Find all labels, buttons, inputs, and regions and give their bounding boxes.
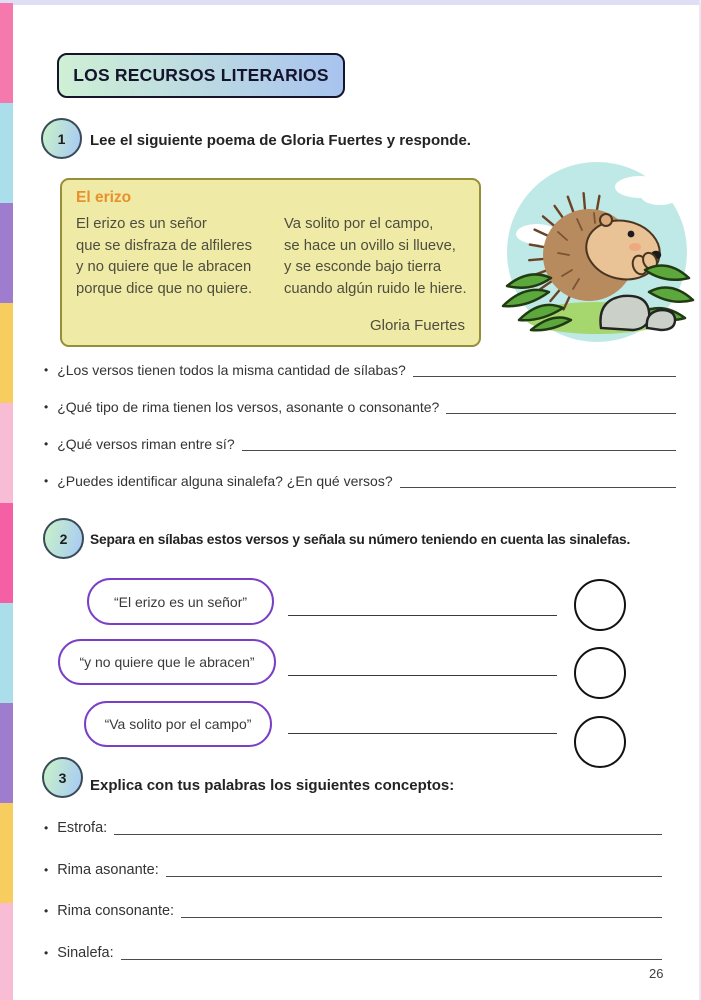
verse-pill	[58, 639, 276, 685]
syllable-answer-line	[288, 615, 557, 616]
hedgehog-illustration	[497, 160, 699, 354]
stripe-segment	[0, 403, 13, 503]
poem-attribution: Gloria Fuertes	[369, 317, 465, 334]
poem-line: El erizo es un señor	[76, 216, 207, 232]
page-number: 26	[649, 966, 664, 981]
bullet: •	[44, 474, 49, 488]
poem-stanza-2	[284, 214, 467, 300]
syllable-answer-line	[288, 733, 557, 734]
verse-text: “y no quiere que le abracen”	[79, 654, 255, 670]
left-stripe-column	[0, 3, 13, 1000]
concept-row	[44, 860, 662, 880]
poem-line: cuando algún ruido le hiere.	[284, 280, 467, 297]
stripe-segment	[0, 303, 13, 403]
answer-line	[166, 876, 662, 877]
stripe-segment	[0, 803, 13, 903]
exercise-2-instruction: Separa en sílabas estos versos y señala su número teniendo en cuenta las sinalefas.	[90, 532, 631, 547]
bullet: •	[44, 363, 49, 377]
poem-line: porque dice que no quiere.	[76, 280, 253, 297]
answer-line	[446, 413, 676, 414]
exercise-1-instruction: Lee el siguiente poema de Gloria Fuertes y responde.	[90, 132, 471, 149]
poem-line: se hace un ovillo si llueve,	[284, 237, 456, 254]
answer-line	[242, 450, 676, 451]
concept-label: Estrofa:	[57, 820, 108, 836]
poem-title: El erizo	[76, 189, 132, 206]
exercise-3-badge	[42, 757, 83, 798]
exercise-3-number: 3	[58, 769, 67, 786]
answer-line	[181, 917, 662, 918]
question-text: ¿Puedes identificar alguna sinalefa? ¿En qué versos?	[57, 473, 393, 489]
stripe-segment	[0, 603, 13, 703]
poem-line: que se disfraza de alfileres	[76, 237, 253, 254]
bullet: •	[44, 400, 49, 414]
poem-line: Va solito por el campo,	[284, 216, 434, 232]
hedgehog-blush	[629, 243, 641, 251]
answer-line	[114, 834, 662, 835]
verse-pill	[84, 701, 272, 747]
syllable-count-circle	[574, 716, 626, 768]
poem-line: y se esconde bajo tierra	[284, 259, 442, 275]
syllable-answer-line	[288, 675, 557, 676]
exercise-3-instruction: Explica con tus palabras los siguientes conceptos:	[90, 777, 455, 794]
question-text: ¿Los versos tienen todos la misma cantidad de sílabas?	[57, 362, 406, 378]
verse-pill	[87, 578, 274, 625]
question-text: ¿Qué versos riman entre sí?	[57, 436, 235, 452]
page-title-label: LOS RECURSOS LITERARIOS	[73, 65, 329, 85]
hedgehog-svg	[497, 160, 699, 354]
answer-line	[400, 487, 676, 488]
stripe-segment	[0, 203, 13, 303]
exercise-1-questions	[44, 360, 676, 508]
stripe-segment	[0, 103, 13, 203]
question-text: ¿Qué tipo de rima tienen los versos, asonante o consonante?	[57, 399, 440, 415]
stripe-segment	[0, 703, 13, 803]
stripe-segment	[0, 903, 13, 1000]
exercise-2-number: 2	[59, 530, 68, 547]
question-row	[44, 434, 676, 454]
poem-box	[60, 178, 481, 347]
verse-text: “El erizo es un señor”	[113, 593, 248, 610]
answer-line	[121, 959, 662, 960]
stripe-segment	[0, 503, 13, 603]
concept-row	[44, 943, 662, 963]
question-row	[44, 471, 676, 491]
top-edge-strip	[0, 0, 701, 5]
poem-line: y no quiere que le abracen	[76, 259, 252, 275]
bullet: •	[44, 437, 49, 451]
concept-row	[44, 818, 662, 838]
question-row	[44, 397, 676, 417]
verse-text: “Va solito por el campo”	[104, 716, 252, 732]
concept-label: Sinalefa:	[57, 944, 114, 961]
exercise-3-concepts	[44, 818, 662, 984]
bullet: •	[44, 904, 49, 918]
exercise-1-badge	[41, 118, 82, 159]
exercise-1-number: 1	[57, 130, 66, 147]
syllable-count-circle	[574, 647, 626, 699]
hedgehog-eye	[628, 231, 635, 238]
hedgehog-ear	[600, 214, 612, 226]
bullet: •	[44, 862, 49, 877]
stripe-segment	[0, 3, 13, 103]
syllable-count-circle	[574, 579, 626, 631]
concept-row	[44, 901, 662, 921]
answer-line	[413, 376, 676, 377]
question-row	[44, 360, 676, 380]
page-title	[57, 53, 345, 98]
bullet: •	[44, 821, 49, 835]
exercise-2-badge	[43, 518, 84, 559]
poem-stanza-1	[76, 214, 252, 300]
concept-label: Rima asonante:	[57, 861, 159, 878]
bullet: •	[44, 945, 49, 960]
concept-label: Rima consonante:	[57, 903, 175, 919]
